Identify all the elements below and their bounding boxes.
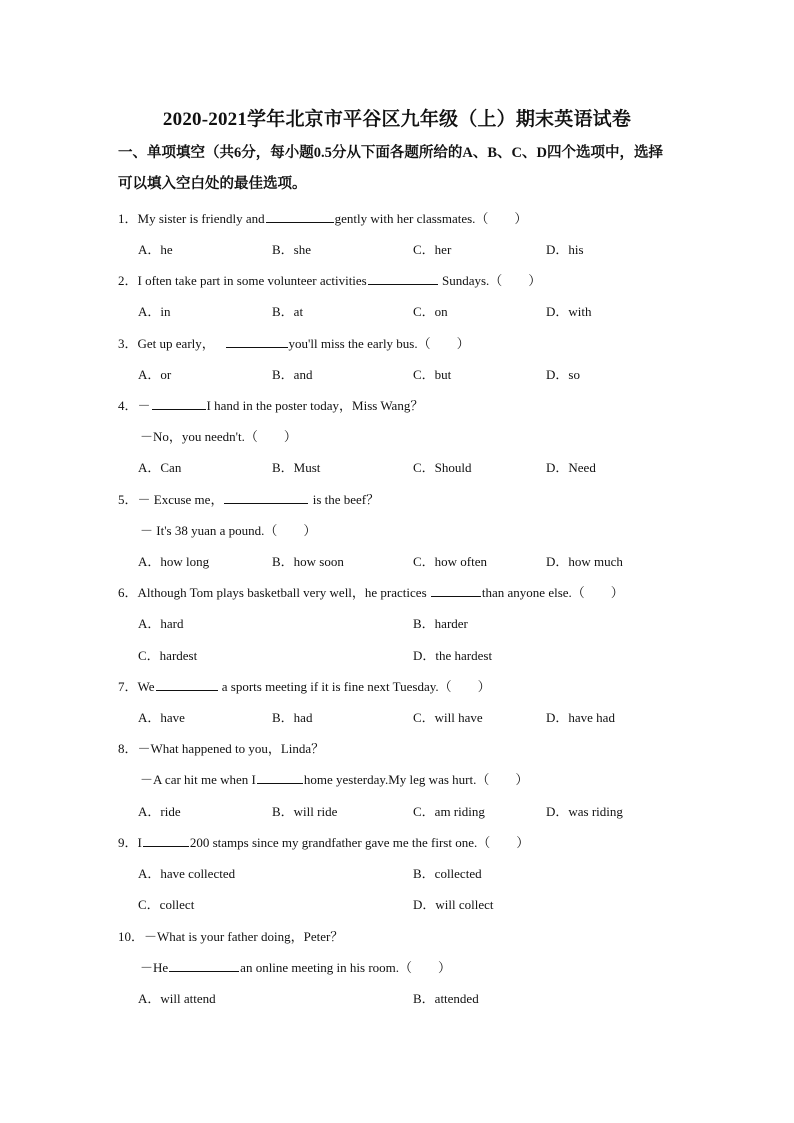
section-heading-line-2: 可以填入空白处的最佳选项。 — [118, 176, 307, 192]
question-reply: －No，you needn't.（ ） — [140, 429, 297, 444]
section-heading-line-1: 一、单项填空（共6分，每小题0.5分从下面各题所给的A、B、C、D四个选项中，选择 — [118, 145, 663, 161]
option-a[interactable]: A．in — [138, 304, 171, 319]
option-b[interactable]: B．will ride — [272, 804, 338, 819]
question-text: 200 stamps since my grandfather gave me the first one.（ ） — [189, 835, 530, 850]
question-5 — [118, 489, 379, 508]
option-c[interactable]: C．on — [413, 304, 448, 319]
question-number: 5． — [118, 492, 138, 507]
option-a[interactable]: A．or — [138, 367, 172, 382]
question-4 — [118, 395, 423, 414]
answer-blank[interactable] — [152, 396, 206, 410]
question-7 — [118, 676, 491, 695]
option-c[interactable]: C．but — [413, 367, 452, 382]
question-10 — [118, 926, 343, 945]
question-number: 9． — [118, 835, 138, 850]
option-a[interactable]: A．will attend — [138, 991, 216, 1006]
option-c[interactable]: C．will have — [413, 710, 483, 725]
answer-blank[interactable] — [368, 271, 438, 285]
question-text: I — [137, 835, 142, 850]
question-number: 7． — [118, 679, 138, 694]
option-c[interactable]: C．Should — [413, 460, 472, 475]
page-title: 2020-2021学年北京市平谷区九年级（上）期末英语试卷 — [162, 109, 632, 130]
question-number: 1． — [118, 211, 138, 226]
option-c[interactable]: C．hardest — [138, 648, 198, 663]
question-text: Get up early， — [137, 336, 215, 351]
question-reply — [140, 957, 451, 976]
question-number: 8． — [118, 741, 138, 756]
option-b[interactable]: B．at — [272, 304, 304, 319]
question-number: 6． — [118, 585, 138, 600]
option-a[interactable]: A．have — [138, 710, 185, 725]
question-text: than anyone else.（ ） — [481, 585, 624, 600]
reply-text: －A car hit me when I — [140, 772, 256, 787]
option-d[interactable]: D．will collect — [413, 897, 494, 912]
option-a[interactable]: A．have collected — [138, 866, 236, 881]
question-text: －What is your father doing，Peter？ — [144, 929, 344, 944]
option-d[interactable]: D．how much — [546, 554, 623, 569]
option-b[interactable]: B．and — [272, 367, 313, 382]
question-text: a sports meeting if it is fine next Tuesday.（ ） — [218, 679, 491, 694]
option-c[interactable]: C．her — [413, 242, 452, 257]
option-d[interactable]: D．with — [546, 304, 592, 319]
option-c[interactable]: C．collect — [138, 897, 195, 912]
answer-blank[interactable] — [266, 209, 334, 223]
option-a[interactable]: A．he — [138, 242, 173, 257]
option-c[interactable]: C．am riding — [413, 804, 485, 819]
option-a[interactable]: A．Can — [138, 460, 182, 475]
question-number: 2． — [118, 273, 138, 288]
answer-blank[interactable] — [224, 490, 308, 504]
answer-blank[interactable] — [431, 583, 481, 597]
question-text: － Excuse me， — [137, 492, 224, 507]
question-text: We — [137, 679, 155, 694]
reply-text: home yesterday.My leg was hurt.（ ） — [303, 772, 529, 787]
reply-text: －He — [140, 960, 169, 975]
question-reply — [140, 769, 528, 788]
question-text: I often take part in some volunteer activities — [137, 273, 367, 288]
question-8 — [118, 738, 324, 757]
option-b[interactable]: B．had — [272, 710, 313, 725]
question-text: Although Tom plays basketball very well，he practices — [137, 585, 430, 600]
answer-blank[interactable] — [143, 833, 189, 847]
question-2 — [118, 270, 541, 289]
question-text: －What happened to you，Linda？ — [137, 741, 325, 756]
question-9 — [118, 832, 529, 851]
reply-text: an online meeting in his room.（ ） — [240, 960, 452, 975]
question-text: － — [137, 398, 151, 413]
question-text: you'll miss the early bus.（ ） — [288, 336, 470, 351]
option-d[interactable]: D．his — [546, 242, 584, 257]
section-heading — [118, 138, 688, 200]
question-number: 4． — [118, 398, 138, 413]
option-b[interactable]: B．she — [272, 242, 312, 257]
option-d[interactable]: D．Need — [546, 460, 596, 475]
question-number: 3． — [118, 336, 138, 351]
option-a[interactable]: A．how long — [138, 554, 210, 569]
option-b[interactable]: B．collected — [413, 866, 482, 881]
question-1 — [118, 208, 527, 227]
question-text: is the beef？ — [309, 492, 380, 507]
option-d[interactable]: D．the hardest — [413, 648, 493, 663]
question-text: gently with her classmates.（ ） — [334, 211, 528, 226]
answer-blank[interactable] — [226, 334, 288, 348]
question-reply: － It's 38 yuan a pound.（ ） — [140, 523, 317, 538]
question-text: My sister is friendly and — [137, 211, 265, 226]
question-3 — [118, 333, 470, 352]
question-text: Sundays.（ ） — [438, 273, 542, 288]
option-d[interactable]: D．have had — [546, 710, 615, 725]
option-a[interactable]: A．ride — [138, 804, 181, 819]
question-number: 10． — [118, 929, 145, 944]
question-text: I hand in the poster today，Miss Wang？ — [206, 398, 424, 413]
option-c[interactable]: C．how often — [413, 554, 488, 569]
option-d[interactable]: D．was riding — [546, 804, 623, 819]
answer-blank[interactable] — [169, 958, 239, 972]
option-b[interactable]: B．Must — [272, 460, 321, 475]
option-a[interactable]: A．hard — [138, 616, 184, 631]
option-b[interactable]: B．harder — [413, 616, 468, 631]
answer-blank[interactable] — [257, 770, 303, 784]
option-d[interactable]: D．so — [546, 367, 580, 382]
answer-blank[interactable] — [156, 677, 218, 691]
option-b[interactable]: B．how soon — [272, 554, 344, 569]
question-6 — [118, 582, 624, 601]
option-b[interactable]: B．attended — [413, 991, 479, 1006]
